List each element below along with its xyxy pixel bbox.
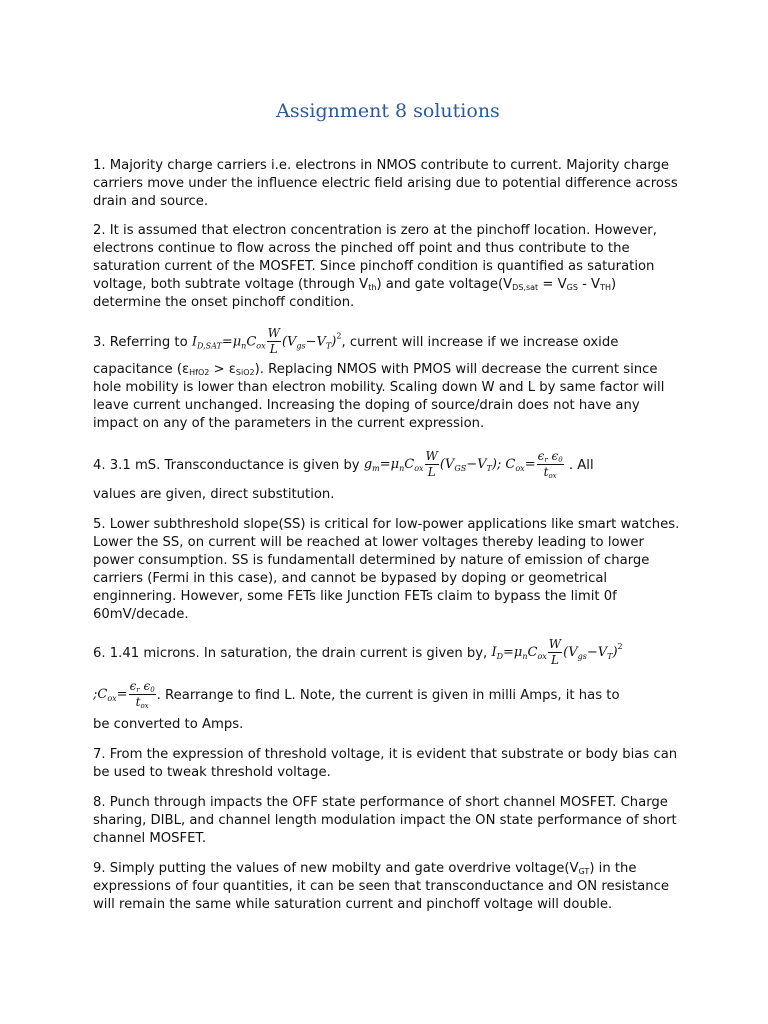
- answer-2-text: ) determine the onset pinchoff condition.: [93, 277, 617, 310]
- answer-5: [93, 516, 683, 624]
- page-title: Assignment 8 solutions: [276, 100, 500, 122]
- answer-2: [93, 222, 683, 312]
- answer-3-text: ). Replacing NMOS with PMOS will decrease the current since hole mobility is lower than electron mobility. Scaling down W and L by same factor will leave current unchanged. Increasing the doping of source/drain does not have any impact on any of the parameters in the current expression.: [93, 362, 665, 431]
- answer-9-text: 9. Simply putting the values of new mobilty and gate overdrive voltage(V: [93, 861, 579, 876]
- answer-3-cont: [93, 361, 683, 433]
- cox-equation: $;C_{ox}=$ $\frac{\epsilon_r \epsilon_0}{t_{ox}}$: [93, 678, 155, 710]
- answer-6-text: 6. 1.41 microns. In saturation, the drain current is given by,: [93, 646, 492, 661]
- subscript: th: [368, 283, 377, 292]
- answer-6-end: be converted to Amps.: [93, 717, 244, 732]
- answer-4: [93, 448, 683, 483]
- answer-3-text: > ε: [209, 362, 236, 377]
- answer-9: [93, 860, 683, 914]
- answer-3: [93, 326, 683, 358]
- answer-8: [93, 794, 683, 848]
- answer-8-text: 8. Punch through impacts the OFF state performance of short channel MOSFET. Charge sharing, DIBL, and channel length modulation impact the ON state performance of short channel MOSFET.: [93, 795, 677, 846]
- subscript: DS,sat: [512, 283, 539, 292]
- answer-1: [93, 157, 683, 211]
- subscript: GS: [566, 283, 578, 292]
- answer-3-text: capacitance (ε: [93, 362, 190, 377]
- answer-7: [93, 746, 683, 782]
- subscript: GT: [578, 867, 590, 876]
- answer-4-cont: values are given, direct substitution.: [93, 487, 335, 502]
- answer-2-text: - V: [577, 277, 601, 292]
- id-equation: $I_D=\mu_nC_{ox}$ $\frac{W}{L}$ $(V_{gs}-V_T)^2$: [491, 636, 623, 667]
- answer-6-text: . Rearrange to find L. Note, the current is given in milli Amps, it has to: [156, 688, 620, 703]
- answer-1-text: 1. Majority charge carriers i.e. electrons in NMOS contribute to current. Majority charge carriers move under the influence electric field arising due to potential difference across drain and source.: [93, 158, 678, 209]
- answer-3-text: , current will increase if we increase oxide: [341, 334, 619, 350]
- answer-4-text: . All: [564, 458, 594, 473]
- answer-3-text: 3. Referring to: [93, 334, 192, 350]
- answer-5-text: 5. Lower subthreshold slope(SS) is critical for low-power applications like smart watches. Lower the SS, on current will be reached at lower voltages thereby leading to lower power consumption. SS is fundamentall determined by nature of emission of charge carriers (Fermi in this case), and cannot be bypased by doping or geometrical enginnering. However, some FETs like Junction FETs claim to bypass the limit 0f 60mV/decade.: [93, 517, 680, 622]
- answer-4-text: 4. 3.1 mS. Transconductance is given by: [93, 458, 364, 473]
- answer-9-text: ) in the expressions of four quantities, it can be seen that transconductance and ON resistance will remain the same while saturation current and pinchoff voltage will double.: [93, 861, 669, 912]
- answer-2-text: 2. It is assumed that electron concentration is zero at the pinchoff location. However, electrons continue to flow across the pinched off point and thus contribute to the saturation current of the MOSFET. Since pinchoff condition is quantified as saturation voltage, both subtrate voltage (through V: [93, 223, 657, 292]
- subscript: HfO2: [189, 368, 210, 377]
- answer-6: [93, 636, 683, 671]
- gm-equation: $g_m=\mu_nC_{ox}$ $\frac{W}{L}$ $(V_{GS}-V_T)$; $C_{ox}=$ $\frac{\epsilon_r \epsilon_0}{t_{ox}}$: [363, 448, 563, 480]
- id-sat-equation: $I_{D,SAT}=\mu_nC_{ox}$ $\frac{W}{L}$ $(V_{gs}-V_T)^2$: [191, 326, 342, 356]
- answer-6-cont: [93, 678, 683, 713]
- subscript: SiO2: [235, 368, 255, 377]
- answer-2-text: = V: [538, 277, 567, 292]
- answer-7-text: 7. From the expression of threshold voltage, it is evident that substrate or body bias can be used to tweak threshold voltage.: [93, 747, 678, 780]
- answer-2-text: ) and gate voltage(V: [376, 277, 513, 292]
- subscript: TH: [600, 283, 611, 292]
